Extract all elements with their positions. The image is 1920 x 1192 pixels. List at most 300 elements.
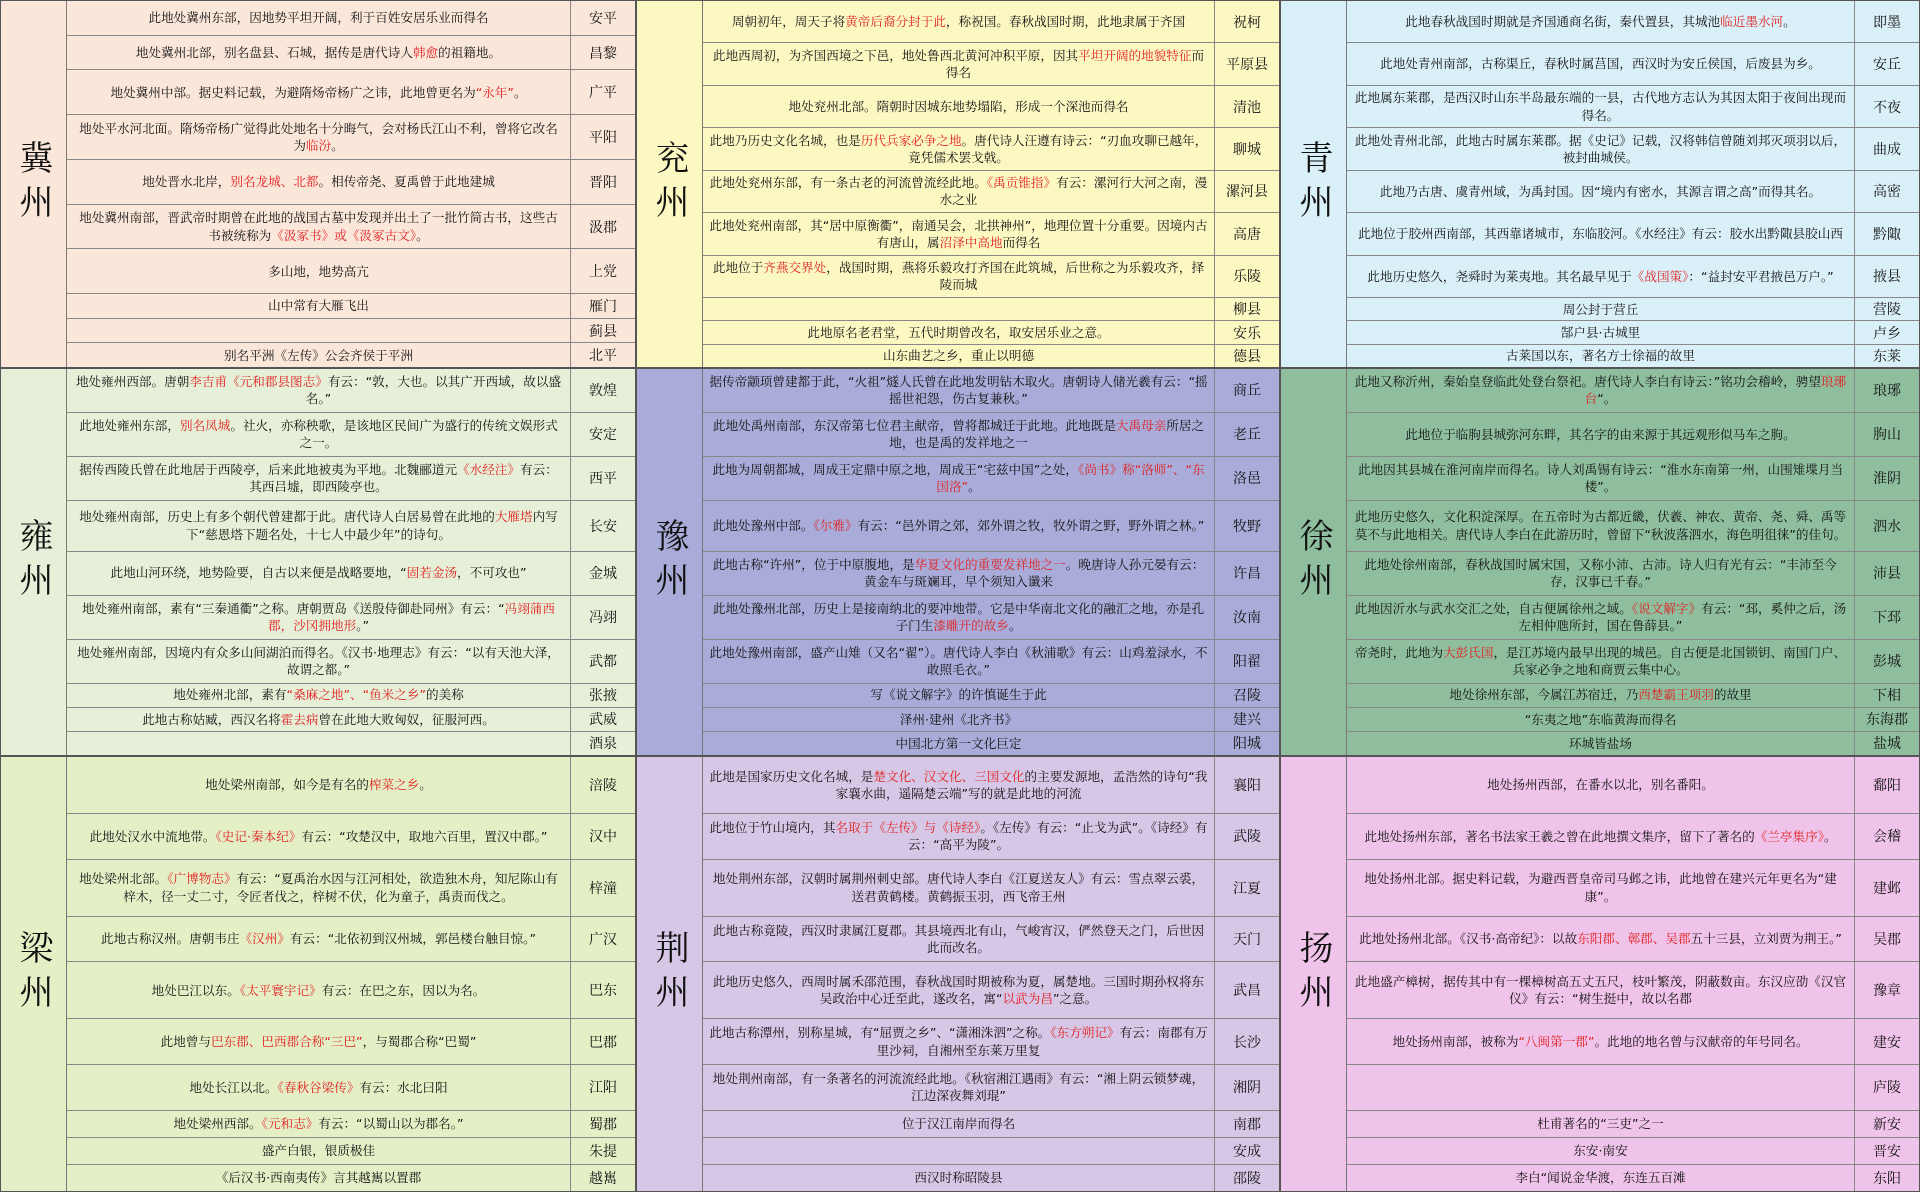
table-row (703, 1019, 1279, 1065)
place-description (67, 413, 571, 456)
highlight-text: 《战国策》 (1631, 268, 1689, 284)
place-name: 天门 (1233, 931, 1261, 948)
highlight-text: 李吉甫《元和郡县图志》 (189, 374, 328, 390)
table-row (67, 115, 635, 160)
place-description (1347, 321, 1855, 343)
highlight-text: 《太平寰宇记》 (239, 982, 322, 998)
place-name: 豫章 (1873, 983, 1901, 1000)
description-text: 地处梁州西部。 (173, 1116, 262, 1132)
highlight-text: 临汾 (305, 138, 332, 154)
description-text: 此地西周初，为齐国西境之下邑，地处鲁西北黄河冲积平原，因其 (712, 47, 1079, 63)
description-text: 地处冀州南部，晋武帝时期曾在此地的战国古墓中发现并出土了一批竹简古书，这些古书被统称为 (79, 210, 558, 243)
table-row (703, 128, 1279, 170)
description-text: 地处兖州北部。隋朝时因城东地势塌陷，形成一个深池而得名 (788, 98, 1129, 114)
place-name: 即墨 (1873, 14, 1901, 31)
place-description (1347, 369, 1855, 412)
place-description (703, 814, 1215, 859)
description-text: 此地处兖州东部，有一条古老的河流曾流经此地。 (709, 175, 987, 191)
place-description (703, 860, 1215, 916)
place-description (703, 732, 1215, 755)
place-description (1347, 860, 1855, 916)
highlight-text: 大禹母亲 (1115, 418, 1167, 434)
table-row (1347, 684, 1919, 708)
place-name: 长安 (589, 518, 617, 535)
highlight-text: 名取于《左传》与《诗经》 (835, 819, 981, 835)
table-row (703, 171, 1279, 213)
place-name: 东莱 (1873, 348, 1901, 365)
place-name: 蓟县 (589, 323, 617, 340)
table-row (1347, 213, 1919, 255)
description-text: 此地乃历史文化名城，也是 (709, 132, 861, 148)
table-row (1347, 43, 1919, 85)
place-name: 泗水 (1873, 518, 1901, 535)
table-row (703, 413, 1279, 457)
place-name: 吴郡 (1873, 931, 1901, 948)
description-text: 古莱国以东，著名方士徐福的故里 (1506, 348, 1695, 364)
place-description (703, 369, 1215, 412)
description-text: 此地曾与 (160, 1033, 211, 1049)
highlight-text: 巴东郡、巴西郡合称“三巴” (210, 1033, 363, 1049)
description-text: 此地历史悠久，尧舜时为莱夷地。其名最早见于 (1367, 268, 1632, 284)
description-text: 此地因沂水与武水交汇之处，自古便属徐州之域。 (1354, 600, 1632, 616)
place-name: 金城 (589, 566, 617, 583)
highlight-text: 临近墨水河 (1720, 14, 1784, 30)
place-name: 邵陵 (1233, 1170, 1261, 1187)
table-row (703, 457, 1279, 501)
table-row (1347, 171, 1919, 213)
highlight-text: 东阳郡、鄣郡、吴郡 (1577, 931, 1691, 947)
place-name: 襄阳 (1233, 777, 1261, 794)
highlight-text: 平坦开阔的地貌特征 (1078, 47, 1192, 63)
description-text: 此地位于 (712, 259, 764, 275)
description-text: 此地处禹州南部，东汉帝第七位君主献帝，曾将都城迁于此地。此地既是 (712, 418, 1116, 434)
highlight-text: 别名龙城、北都 (230, 174, 319, 190)
description-text: 有云：“以蜀山以为郡名。” (318, 1116, 464, 1132)
table-row (703, 1111, 1279, 1138)
place-name: 汲郡 (589, 219, 617, 236)
place-description (703, 321, 1215, 343)
description-text: 有云：“邑外谓之郊，郊外谓之牧，牧外谓之野，野外谓之林。” (857, 518, 1205, 534)
province-rows (1347, 369, 1919, 755)
province-panel (1280, 368, 1920, 756)
highlight-text: 华夏文化的重要发祥地之一 (914, 556, 1066, 572)
description-text: 据传帝颛顼曾建都于此，“火祖”燧人氏曾在此地发明钻木取火。唐朝诗人储光羲有云：“摇摇世祀怨，伤古复兼秋。” (709, 374, 1208, 407)
place-name: 雁门 (589, 299, 617, 316)
highlight-text: 大彭氏国 (1443, 644, 1494, 660)
place-description (1347, 1, 1855, 42)
description-text: 此地位于临朐县城弥河东畔，其名字的由来源于其远观形似马车之朐。 (1405, 426, 1796, 442)
place-description (703, 345, 1215, 367)
table-row (67, 684, 635, 708)
description-text: 有云：南郡有万里沙祠，自湘州至东莱万里复 (876, 1025, 1208, 1058)
place-description (67, 732, 571, 755)
place-name: 蜀郡 (589, 1116, 617, 1133)
place-name: 湘阴 (1233, 1080, 1261, 1097)
table-row (1347, 128, 1919, 170)
table-row (703, 1165, 1279, 1191)
province-rows (1347, 1, 1919, 367)
place-name: 江夏 (1233, 880, 1261, 897)
table-row (703, 1065, 1279, 1111)
place-description (1347, 501, 1855, 551)
highlight-text: 《兰亭集序》 (1754, 828, 1825, 844)
description-text: 有云：“北依初到汉州城，郭邑楼台触目惊。” (289, 931, 536, 947)
place-name: 东阳 (1873, 1170, 1901, 1187)
province-panel (636, 368, 1280, 756)
place-description (1347, 552, 1855, 595)
table-row (1347, 86, 1919, 128)
place-name: 会稽 (1873, 829, 1901, 846)
description-text: 。 (1008, 618, 1022, 634)
place-description (1347, 757, 1855, 813)
description-text: 有云：“攻楚汉中，取地六百里，置汉中郡。” (301, 828, 548, 844)
table-row (67, 70, 635, 115)
highlight-text: 历代兵家必争之地 (860, 132, 962, 148)
place-name: 平原县 (1226, 57, 1268, 74)
description-text: 地处梁州北部。 (79, 871, 168, 887)
description-text: 有云：“邳，奚仲之后，汤左相仲虺所封，国在鲁薛县。” (1518, 600, 1847, 634)
description-text: 此地处青州北部，此地古时属东莱郡。据《史记》记载，汉将韩信曾随刘邦灭项羽以后，被封曲城侯。 (1354, 132, 1847, 166)
table-row (703, 732, 1279, 755)
highlight-text: 《春秋谷梁传》 (277, 1079, 360, 1095)
place-description (703, 962, 1215, 1018)
highlight-text: 固若金汤 (406, 565, 458, 581)
place-name: 清池 (1233, 99, 1261, 116)
place-name: 武陵 (1233, 829, 1261, 846)
table-row (703, 596, 1279, 640)
table-row (703, 552, 1279, 596)
table-row (703, 757, 1279, 814)
description-text: 此地处豫州北部，历史上是接南纳北的要冲地带。它是中华南北文化的融汇之地，亦是孔子门生 (712, 600, 1205, 634)
place-name: 掖县 (1873, 269, 1901, 286)
description-text: ，不可攻也” (457, 565, 527, 581)
description-text: 有云：“夏禹治水因与江河相处，欲造独木舟，知尼陈山有梓木，径一丈二寸，令匠者伐之，梓树不伏，化为童子，禹责而伐之。 (123, 871, 558, 904)
province-rows (67, 1, 635, 367)
place-description (67, 205, 571, 249)
description-text: 此地原名老君堂，五代时期曾改名，取安居乐业之意。 (807, 324, 1110, 340)
description-text: ”之意。 (1052, 991, 1098, 1007)
place-description (703, 552, 1215, 595)
table-row (703, 345, 1279, 367)
place-description (67, 1111, 571, 1137)
table-row (67, 160, 635, 205)
description-text: 。 (1824, 828, 1837, 844)
place-name: 越嶲 (589, 1170, 617, 1187)
highlight-text: 《史记·秦本纪》 (215, 828, 302, 844)
place-name: 漯河县 (1226, 184, 1268, 201)
description-text: 地处雍州北部，素有 (173, 687, 287, 703)
place-description (67, 757, 571, 813)
place-description (67, 501, 571, 551)
description-text: 地处梁州南部，如今是有名的 (205, 777, 369, 793)
place-description (1347, 171, 1855, 212)
province-name: 兖州 (637, 1, 703, 367)
place-name: 梓潼 (589, 880, 617, 897)
description-text: 地处荆州东部，汉朝时属荆州刺史部。唐代诗人李白《江夏送友人》有云：雪点翠云裘，送君黄鹤楼。黄鹤振玉羽，西飞帝王州 (712, 871, 1205, 904)
description-text: 此地属东莱郡，是西汉时山东半岛最东端的一县，古代地方志认为其因太阳于夜间出现而得名。 (1354, 90, 1847, 123)
table-row (703, 213, 1279, 255)
description-text: 此地处扬州东部，著名书法家王羲之曾在此地撰文集序，留下了著名的 (1364, 828, 1755, 844)
table-row (1347, 345, 1919, 367)
highlight-text: “八闽第一郡” (1518, 1033, 1595, 1049)
place-description (67, 1019, 571, 1064)
place-description (1347, 86, 1855, 127)
place-name: 黔陬 (1873, 226, 1901, 243)
place-name: 南郡 (1233, 1116, 1261, 1133)
place-name: 老丘 (1233, 427, 1261, 444)
table-row (703, 298, 1279, 321)
place-description (67, 457, 571, 500)
table-row (1347, 860, 1919, 917)
place-description (1347, 1111, 1855, 1137)
place-name: 江阳 (589, 1080, 617, 1097)
highlight-text: “桑麻之地”、“鱼米之乡” (286, 687, 426, 703)
place-description (703, 86, 1215, 127)
place-name: 巴东 (589, 983, 617, 1000)
description-text: 此地古称竟陵，西汉时隶属江夏郡。其县境西北有山，气峻宵汉，俨然登天之门，后世因此而改名。 (712, 922, 1205, 955)
place-description (703, 171, 1215, 212)
place-name: 许昌 (1233, 566, 1261, 583)
place-name: 阳城 (1233, 736, 1261, 753)
description-text: 周朝初年，周天子将 (731, 14, 846, 30)
description-text: 所居之地，也是禹的发祥地之一 (889, 418, 1205, 451)
place-description (67, 708, 571, 731)
table-row (67, 757, 635, 814)
description-text: 位于汉江南岸而得名 (901, 1116, 1016, 1132)
place-name: 上党 (589, 264, 617, 281)
place-description (1347, 43, 1855, 84)
place-name: 北平 (589, 348, 617, 365)
place-description (67, 160, 571, 204)
highlight-text: “永年” (475, 84, 514, 100)
highlight-text: 《尚书》称“洛师”、“东国洛” (936, 462, 1205, 495)
province-name: 青州 (1281, 1, 1347, 367)
place-name: 新安 (1873, 1116, 1901, 1133)
province-name: 扬州 (1281, 757, 1347, 1191)
table-row (67, 708, 635, 732)
place-name: 祝柯 (1233, 14, 1261, 31)
place-name: 高密 (1873, 184, 1901, 201)
description-text: 此地古称汉州。唐朝韦庄 (101, 931, 240, 947)
place-description (1347, 1165, 1855, 1191)
place-description (67, 640, 571, 683)
table-row (703, 43, 1279, 85)
highlight-text: 沼泽中高地 (939, 234, 1003, 250)
place-description (1347, 345, 1855, 367)
place-description (67, 115, 571, 159)
description-text: 。此地的地名曾与汉献帝的年号同名。 (1594, 1033, 1809, 1049)
place-description (67, 962, 571, 1018)
place-description (703, 757, 1215, 813)
place-description (1347, 1019, 1855, 1064)
table-row (67, 1, 635, 36)
table-row (703, 684, 1279, 708)
description-text: 。” (356, 618, 369, 634)
description-text: 有云：其西吕墟，即西陵亭也。 (249, 462, 558, 495)
place-description (703, 917, 1215, 962)
table-row (1347, 1111, 1919, 1138)
highlight-text: 榨菜之乡 (368, 777, 420, 793)
table-row (67, 732, 635, 755)
description-text: 此地历史悠久，文化积淀深厚。在五帝时为古都近畿，伏羲、神农、黄帝、尧、舜、禹等莫不与此地相关。唐代诗人李白在此游历时，曾留下“秋波落泗水，海色明徂徕”的佳句。 (1354, 509, 1847, 542)
place-description (1347, 413, 1855, 456)
place-description (1347, 128, 1855, 169)
province-rows (703, 369, 1279, 755)
table-row (67, 596, 635, 640)
description-text: 此地古称姑臧，西汉名将 (142, 711, 281, 727)
description-text: ，是江苏境内最早出现的城邑。自古便是北国锁钥、南国门户、兵家必争之地和商贾云集中心。 (1493, 644, 1847, 678)
table-row (67, 457, 635, 501)
table-row (703, 860, 1279, 917)
province-panel (0, 368, 636, 756)
place-name: 高唐 (1233, 226, 1261, 243)
table-row (1347, 1065, 1919, 1111)
place-name: 洛邑 (1233, 471, 1261, 488)
place-name: 安乐 (1233, 325, 1261, 342)
description-text: 地处荆州南部，有一条著名的河流流经此地。《秋宿湘江遇雨》有云：“湘上阴云锁梦魂，江边深夜舞刘琨” (712, 1070, 1205, 1104)
province-name: 冀州 (1, 1, 67, 367)
description-text: 此地位于竹山境内，其 (709, 819, 836, 835)
description-text: 此地古称“许州”，位于中原腹地，是 (712, 556, 915, 572)
table-row (1347, 732, 1919, 755)
description-text: 李白“闻说金华渡，东连五百滩 (1515, 1170, 1686, 1186)
province-rows (703, 757, 1279, 1191)
description-text: 地处扬州西部，在番水以北，别名番阳。 (1487, 777, 1714, 793)
description-text: 此地处扬州北部。《汉书·高帝纪》：以故 (1359, 931, 1578, 947)
description-text: 地处雍州南部，历史上有多个朝代曾建都于此。唐代诗人白居易曾在此地的 (79, 509, 495, 525)
description-text: 有云：漯河行大河之南，漫水之业 (939, 175, 1208, 208)
description-text: 帝尧时，此地为 (1354, 644, 1444, 660)
place-description (67, 36, 571, 70)
description-text: 写《说文解字》的许慎诞生于此 (870, 687, 1047, 703)
highlight-text: 漆雕开的故乡 (933, 618, 1009, 634)
table-row (703, 1, 1279, 43)
description-text: ，称祝国。春秋战国时期，此地隶属于齐国 (945, 14, 1186, 30)
table-row (703, 256, 1279, 298)
province-panel (1280, 756, 1920, 1192)
highlight-text: 《尔雅》 (813, 518, 858, 534)
place-description (67, 860, 571, 916)
highlight-text: 《东方朔记》 (1050, 1025, 1120, 1041)
description-text: 地处长江以北。 (189, 1079, 278, 1095)
description-text: 此地处雍州东部， (79, 418, 180, 434)
place-name: 朱提 (589, 1143, 617, 1160)
table-row (703, 962, 1279, 1019)
place-name: 乐陵 (1233, 269, 1261, 286)
province-rows (703, 1, 1279, 367)
place-name: 下邳 (1873, 610, 1901, 627)
table-row (67, 501, 635, 552)
table-row (67, 249, 635, 294)
description-text: 东安·南安 (1573, 1143, 1628, 1159)
place-description (1347, 1138, 1855, 1164)
place-name: 长沙 (1233, 1034, 1261, 1051)
place-name: 武威 (589, 712, 617, 729)
table-row (1347, 552, 1919, 596)
table-row (1347, 1165, 1919, 1191)
place-name: 德县 (1233, 348, 1261, 365)
place-name: 淮阴 (1873, 471, 1901, 488)
description-text: 地处雍州西部。唐朝 (75, 374, 190, 390)
highlight-text: 别名凤城 (179, 418, 231, 434)
place-name: 曲成 (1873, 142, 1901, 159)
description-text: 杜甫著名的“三吏”之一 (1537, 1116, 1664, 1132)
place-name: 阳翟 (1233, 654, 1261, 671)
place-name: 武昌 (1233, 983, 1261, 1000)
table-row (1347, 501, 1919, 552)
place-description (1347, 917, 1855, 962)
description-text: 此地春秋战国时期就是齐国通商名街，秦代置县，其城池 (1405, 14, 1721, 30)
description-text: 盛产白银，银质极佳 (261, 1143, 376, 1159)
place-description (67, 1, 571, 35)
place-name: 冯翊 (589, 610, 617, 627)
highlight-text: 大雁塔 (494, 509, 533, 525)
place-name: 庐陵 (1873, 1080, 1901, 1097)
highlight-text: 以武为昌 (1002, 991, 1053, 1007)
table-row (1347, 413, 1919, 457)
table-row (67, 860, 635, 917)
table-row (703, 321, 1279, 344)
table-row (67, 343, 635, 367)
place-name: 昌黎 (589, 45, 617, 62)
place-description (1347, 256, 1855, 297)
province-rows (67, 757, 635, 1191)
description-text: ：“益封安平君掖邑万户。” (1688, 268, 1834, 284)
description-text: 。晚唐诗人孙元晏有云：黄金车与斑斓耳，早个须知入谶来 (864, 556, 1205, 590)
description-text: 中国北方第一文化巨定 (895, 735, 1022, 751)
province-name: 豫州 (637, 369, 703, 755)
province-name: 荆州 (637, 757, 703, 1191)
province-panel (0, 756, 636, 1192)
table-row (1347, 1138, 1919, 1165)
place-name: 召陵 (1233, 688, 1261, 705)
description-text: 此地历史悠久，西周时属禾邵范围，春秋战国时期被称为夏，属楚地。三国时期孙权将东吴政治中心迁至此，遂改名，寓“ (712, 973, 1205, 1007)
description-text: 有云：水北曰阳 (359, 1079, 448, 1095)
place-name: 敦煌 (589, 383, 617, 400)
description-text: 。相传帝尧、夏禹曾于此地建城 (318, 174, 495, 190)
place-description (67, 1138, 571, 1164)
place-description (67, 249, 571, 293)
description-text: 内写下“慈恩塔下题名处，十七人中最少年”的诗句。 (186, 509, 558, 542)
place-name: 平阳 (589, 130, 617, 147)
place-name: 晋安 (1873, 1143, 1901, 1160)
table-row (67, 1111, 635, 1138)
highlight-text: 《元和志》 (261, 1116, 319, 1132)
province-name: 徐州 (1281, 369, 1347, 755)
place-description (1347, 213, 1855, 254)
place-description (1347, 814, 1855, 859)
description-text: 地处平水河北面。隋炀帝杨广觉得此处地名十分晦气，会对杨氏江山不利，曾将它改名为 (79, 120, 558, 154)
place-description (1347, 457, 1855, 500)
description-text: 。 (416, 227, 429, 243)
place-name: 沛县 (1873, 566, 1901, 583)
province-panel (0, 0, 636, 368)
description-text: 此地处青州南部，古称渠丘，春秋时属莒国，西汉时为安丘侯国，后废县为乡。 (1380, 56, 1821, 72)
province-name: 雍州 (1, 369, 67, 755)
highlight-text: 《汲冢书》或《汲冢古文》 (271, 227, 417, 243)
place-description (703, 1111, 1215, 1137)
place-name: 安丘 (1873, 57, 1901, 74)
province-panel (636, 0, 1280, 368)
place-name: 西平 (589, 471, 617, 488)
description-text: 此地因其县城在淮河南岸而得名。诗人刘禹锡有诗云：“淮水东南第一州，山围雉堞月当楼”。 (1357, 462, 1844, 495)
table-row (1347, 369, 1919, 413)
place-description (67, 684, 571, 707)
highlight-text: 黄帝后裔分封于此 (845, 14, 946, 30)
description-text: 。社火，亦称秧歌，是该地区民间广为盛行的传统文娱形式之一。 (230, 418, 558, 451)
place-name: 涪陵 (589, 777, 617, 794)
place-name: 鄱阳 (1873, 777, 1901, 794)
